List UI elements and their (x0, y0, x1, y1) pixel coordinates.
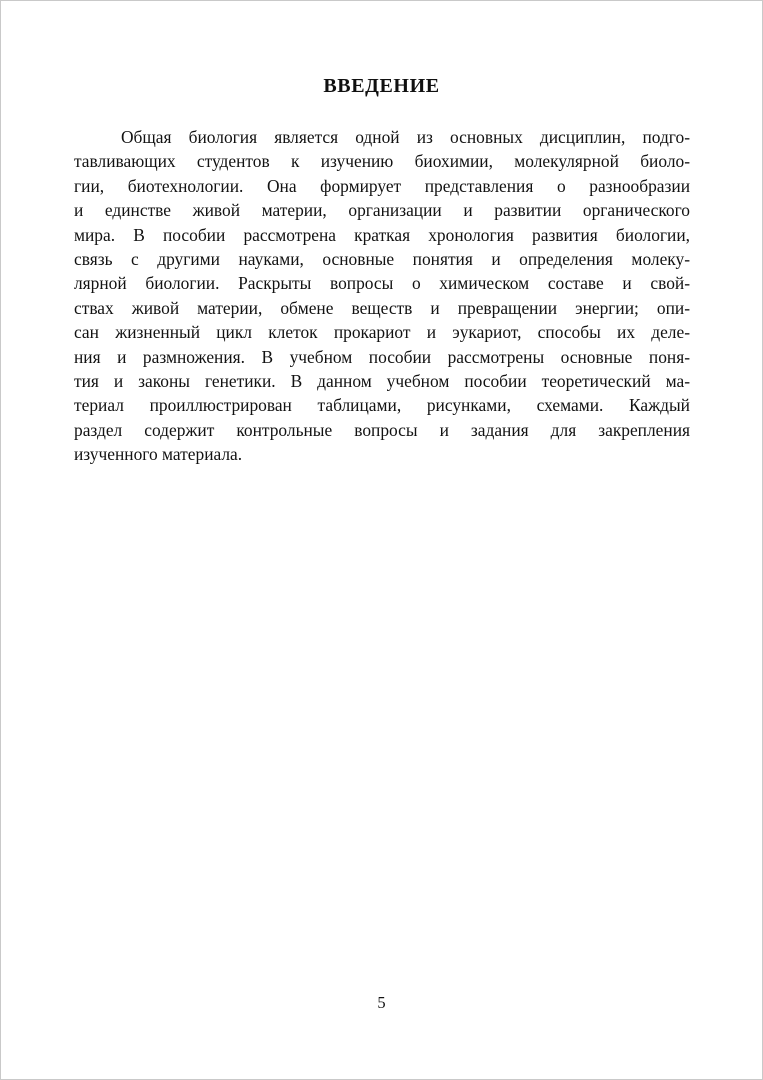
paragraph-line: ния и размножения. В учебном пособии рассмотрены основные поня- (74, 346, 690, 367)
page-number: 5 (377, 993, 386, 1012)
paragraph-line: лярной биологии. Раскрыты вопросы о химическом составе и свой- (74, 273, 690, 294)
paragraph-line: сан жизненный цикл клеток прокариот и эукариот, способы их деле- (74, 322, 690, 343)
paragraph-line: связь с другими науками, основные понятия и определения молеку- (74, 249, 690, 270)
page-title: ВВЕДЕНИЕ (323, 75, 440, 97)
paragraph-line: Общая биология является одной из основных дисциплин, подго- (121, 127, 690, 147)
paragraph-line: ствах живой материи, обмене веществ и превращении энергии; опи- (74, 297, 690, 318)
paragraph-line: тавливающих студентов к изучению биохимии, молекулярной биоло- (74, 151, 690, 172)
intro-paragraph (74, 125, 690, 467)
paragraph-line: мира. В пособии рассмотрена краткая хронология развития биологии, (74, 224, 690, 245)
paragraph-line: изученного материала. (74, 444, 243, 465)
paragraph-line: и единстве живой материи, организации и развитии органического (74, 200, 690, 221)
paragraph-line: териал проиллюстрирован таблицами, рисунками, схемами. Каждый (74, 395, 690, 416)
paragraph-line: тия и законы генетики. В данном учебном пособии теоретический ма- (74, 371, 690, 392)
paragraph-line: раздел содержит контрольные вопросы и задания для закрепления (74, 419, 690, 440)
paragraph-line: гии, биотехнологии. Она формирует представления о разнообразии (74, 175, 690, 196)
